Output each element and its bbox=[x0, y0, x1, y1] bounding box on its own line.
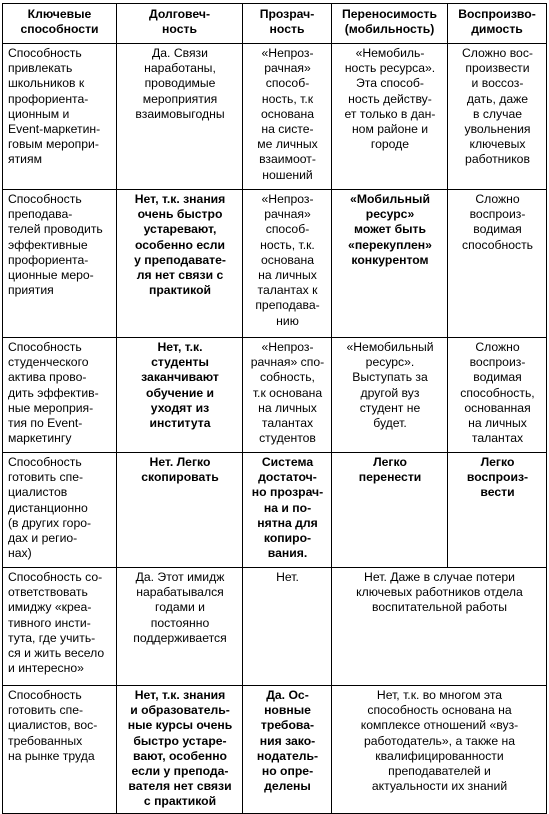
header-row bbox=[3, 4, 547, 44]
table-row bbox=[3, 44, 547, 190]
table-row bbox=[3, 453, 547, 568]
cell-reproducibility: Сложно воспроиз- водимая способность, основанная на личных талантах bbox=[448, 338, 547, 453]
cell-durability: Да. Этот имидж нарабатывался годами и постоянно поддерживается bbox=[117, 568, 243, 686]
header-key-capabilities: Ключевые способности bbox=[3, 4, 117, 44]
cell-mobility: «Немобиль- ность ресурса». Эта способ- ность действу- ет только в дан- ном районе и городе bbox=[332, 44, 448, 190]
cell-transparency: Нет. bbox=[243, 568, 332, 686]
cell-capability: Способность преподава- телей проводить эффективные профориента- ционные меро- приятия bbox=[3, 190, 117, 338]
cell-reproducibility: Сложно вос- произвести и воссоз- дать, даже в случае увольнения ключевых работников bbox=[448, 44, 547, 190]
table-row bbox=[3, 190, 547, 338]
cell-reproducibility: Сложно воспроиз- водимая способность bbox=[448, 190, 547, 338]
cell-mobility: «Мобильный ресурс» может быть «перекуплен» конкурентом bbox=[332, 190, 448, 338]
cell-capability: Способность готовить спе- циалистов дистанционно (в других горо- дах и регио- нах) bbox=[3, 453, 117, 568]
cell-capability: Способность готовить спе- циалистов, вос- требованных на рынке труда bbox=[3, 686, 117, 814]
table-row bbox=[3, 686, 547, 814]
table-row bbox=[3, 338, 547, 453]
cell-mobility: «Немобильный ресурс». Выступать за другой вуз студент не будет. bbox=[332, 338, 448, 453]
header-reproducibility: Воспроизво- димость bbox=[448, 4, 547, 44]
cell-capability: Способность со- ответствовать имиджу «креа- тивного инсти- тута, где учить- ся и жить весело и интересно» bbox=[3, 568, 117, 686]
cell-durability: Нет. Легко скопировать bbox=[117, 453, 243, 568]
cell-transparency: «Непроз- рачная» способ- ность, т.к. основана на личных талантах к преподава- нию bbox=[243, 190, 332, 338]
cell-transparency: Система достаточ- но прозрач- на и по- нятна для копиро- вания. bbox=[243, 453, 332, 568]
header-mobility: Переносимость (мобильность) bbox=[332, 4, 448, 44]
cell-transparency: Да. Ос- новные требова- ния зако- нодатель- но опре- делены bbox=[243, 686, 332, 814]
key-capabilities-table bbox=[2, 3, 547, 814]
header-durability: Долговеч- ность bbox=[117, 4, 243, 44]
cell-durability: Да. Связи наработаны, проводимые мероприятия взаимовыгодны bbox=[117, 44, 243, 190]
cell-mobility: Легко перенести bbox=[332, 453, 448, 568]
cell-transparency: «Непроз- рачная» спо- собность, т.к основана на личных талантах студентов bbox=[243, 338, 332, 453]
cell-capability: Способность студенческого актива прово- дить эффектив- ные мероприя- тия по Event- маркетингу bbox=[3, 338, 117, 453]
cell-durability: Нет, т.к. студенты заканчивают обучение и уходят из института bbox=[117, 338, 243, 453]
cell-durability: Нет, т.к. знания очень быстро устаревают, особенно если у преподавате- ля нет связи с практикой bbox=[117, 190, 243, 338]
cell-mobility-reproducibility: Нет. Даже в случае потери ключевых работников отдела воспитательной работы bbox=[332, 568, 547, 686]
cell-transparency: «Непроз- рачная» способ- ность, т.к основана на систе- ме личных взаимоот- ношений bbox=[243, 44, 332, 190]
cell-capability: Способность привлекать школьников к профориента- ционным и Event-маркетин- говым меропри- ятиям bbox=[3, 44, 117, 190]
cell-reproducibility: Легко воспроиз- вести bbox=[448, 453, 547, 568]
cell-mobility-reproducibility: Нет, т.к. во многом эта способность основана на комплексе отношений «вуз- работодатель», а также на квалифицированности преподавателей и актуальности их знаний bbox=[332, 686, 547, 814]
cell-durability: Нет, т.к. знания и образователь- ные курсы очень быстро устаре- вают, особенно если у препода- вателя нет связи с практикой bbox=[117, 686, 243, 814]
table-row bbox=[3, 568, 547, 686]
header-transparency: Прозрач- ность bbox=[243, 4, 332, 44]
